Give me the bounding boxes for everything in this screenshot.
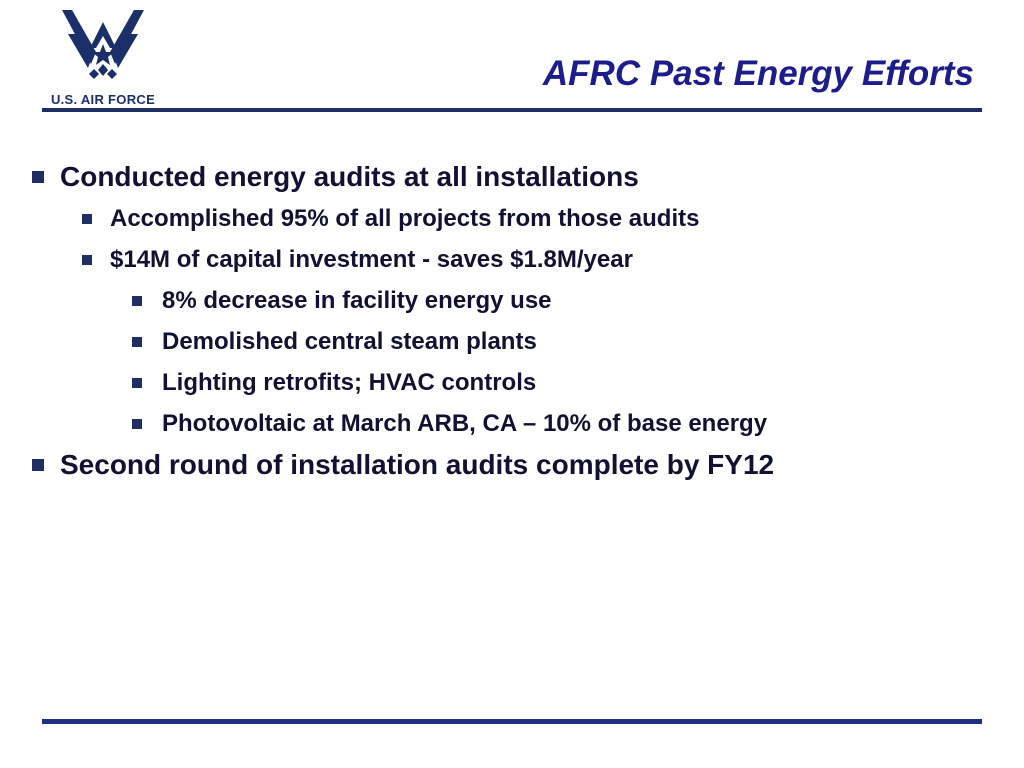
sub-sub-bullet-item (132, 280, 992, 321)
square-bullet-icon (132, 419, 142, 429)
footer-divider (42, 719, 982, 724)
square-bullet-icon (132, 296, 142, 306)
bullet-item (32, 444, 992, 486)
sub-sub-bullet-text: Lighting retrofits; HVAC controls (162, 369, 537, 396)
logo-text: U.S. AIR FORCE (50, 92, 156, 107)
header-divider (42, 108, 982, 112)
sub-sub-bullet-item (132, 362, 992, 403)
bullet-item (32, 156, 992, 198)
bullet-list (32, 156, 992, 486)
sub-sub-bullet-item (132, 321, 992, 362)
air-force-wings-icon (58, 8, 148, 88)
bullet-text: Conducted energy audits at all installations (60, 161, 639, 192)
square-bullet-icon (82, 255, 92, 265)
square-bullet-icon (132, 378, 142, 388)
sub-bullet-item (82, 239, 992, 280)
square-bullet-icon (32, 171, 44, 183)
sub-bullet-text: Accomplished 95% of all projects from those audits (110, 205, 700, 232)
us-air-force-logo (38, 8, 168, 108)
square-bullet-icon (132, 337, 142, 347)
sub-sub-bullet-text: 8% decrease in facility energy use (162, 287, 552, 314)
sub-sub-bullet-text: Demolished central steam plants (162, 328, 537, 355)
slide-title: AFRC Past Energy Efforts (542, 54, 974, 93)
square-bullet-icon (32, 459, 44, 471)
square-bullet-icon (82, 214, 92, 224)
sub-bullet-item (82, 198, 992, 239)
sub-sub-bullet-item (132, 403, 992, 444)
bullet-text: Second round of installation audits complete by FY12 (60, 449, 775, 480)
sub-sub-bullet-text: Photovoltaic at March ARB, CA – 10% of base energy (162, 410, 768, 437)
sub-bullet-text: $14M of capital investment - saves $1.8M/year (110, 246, 633, 273)
